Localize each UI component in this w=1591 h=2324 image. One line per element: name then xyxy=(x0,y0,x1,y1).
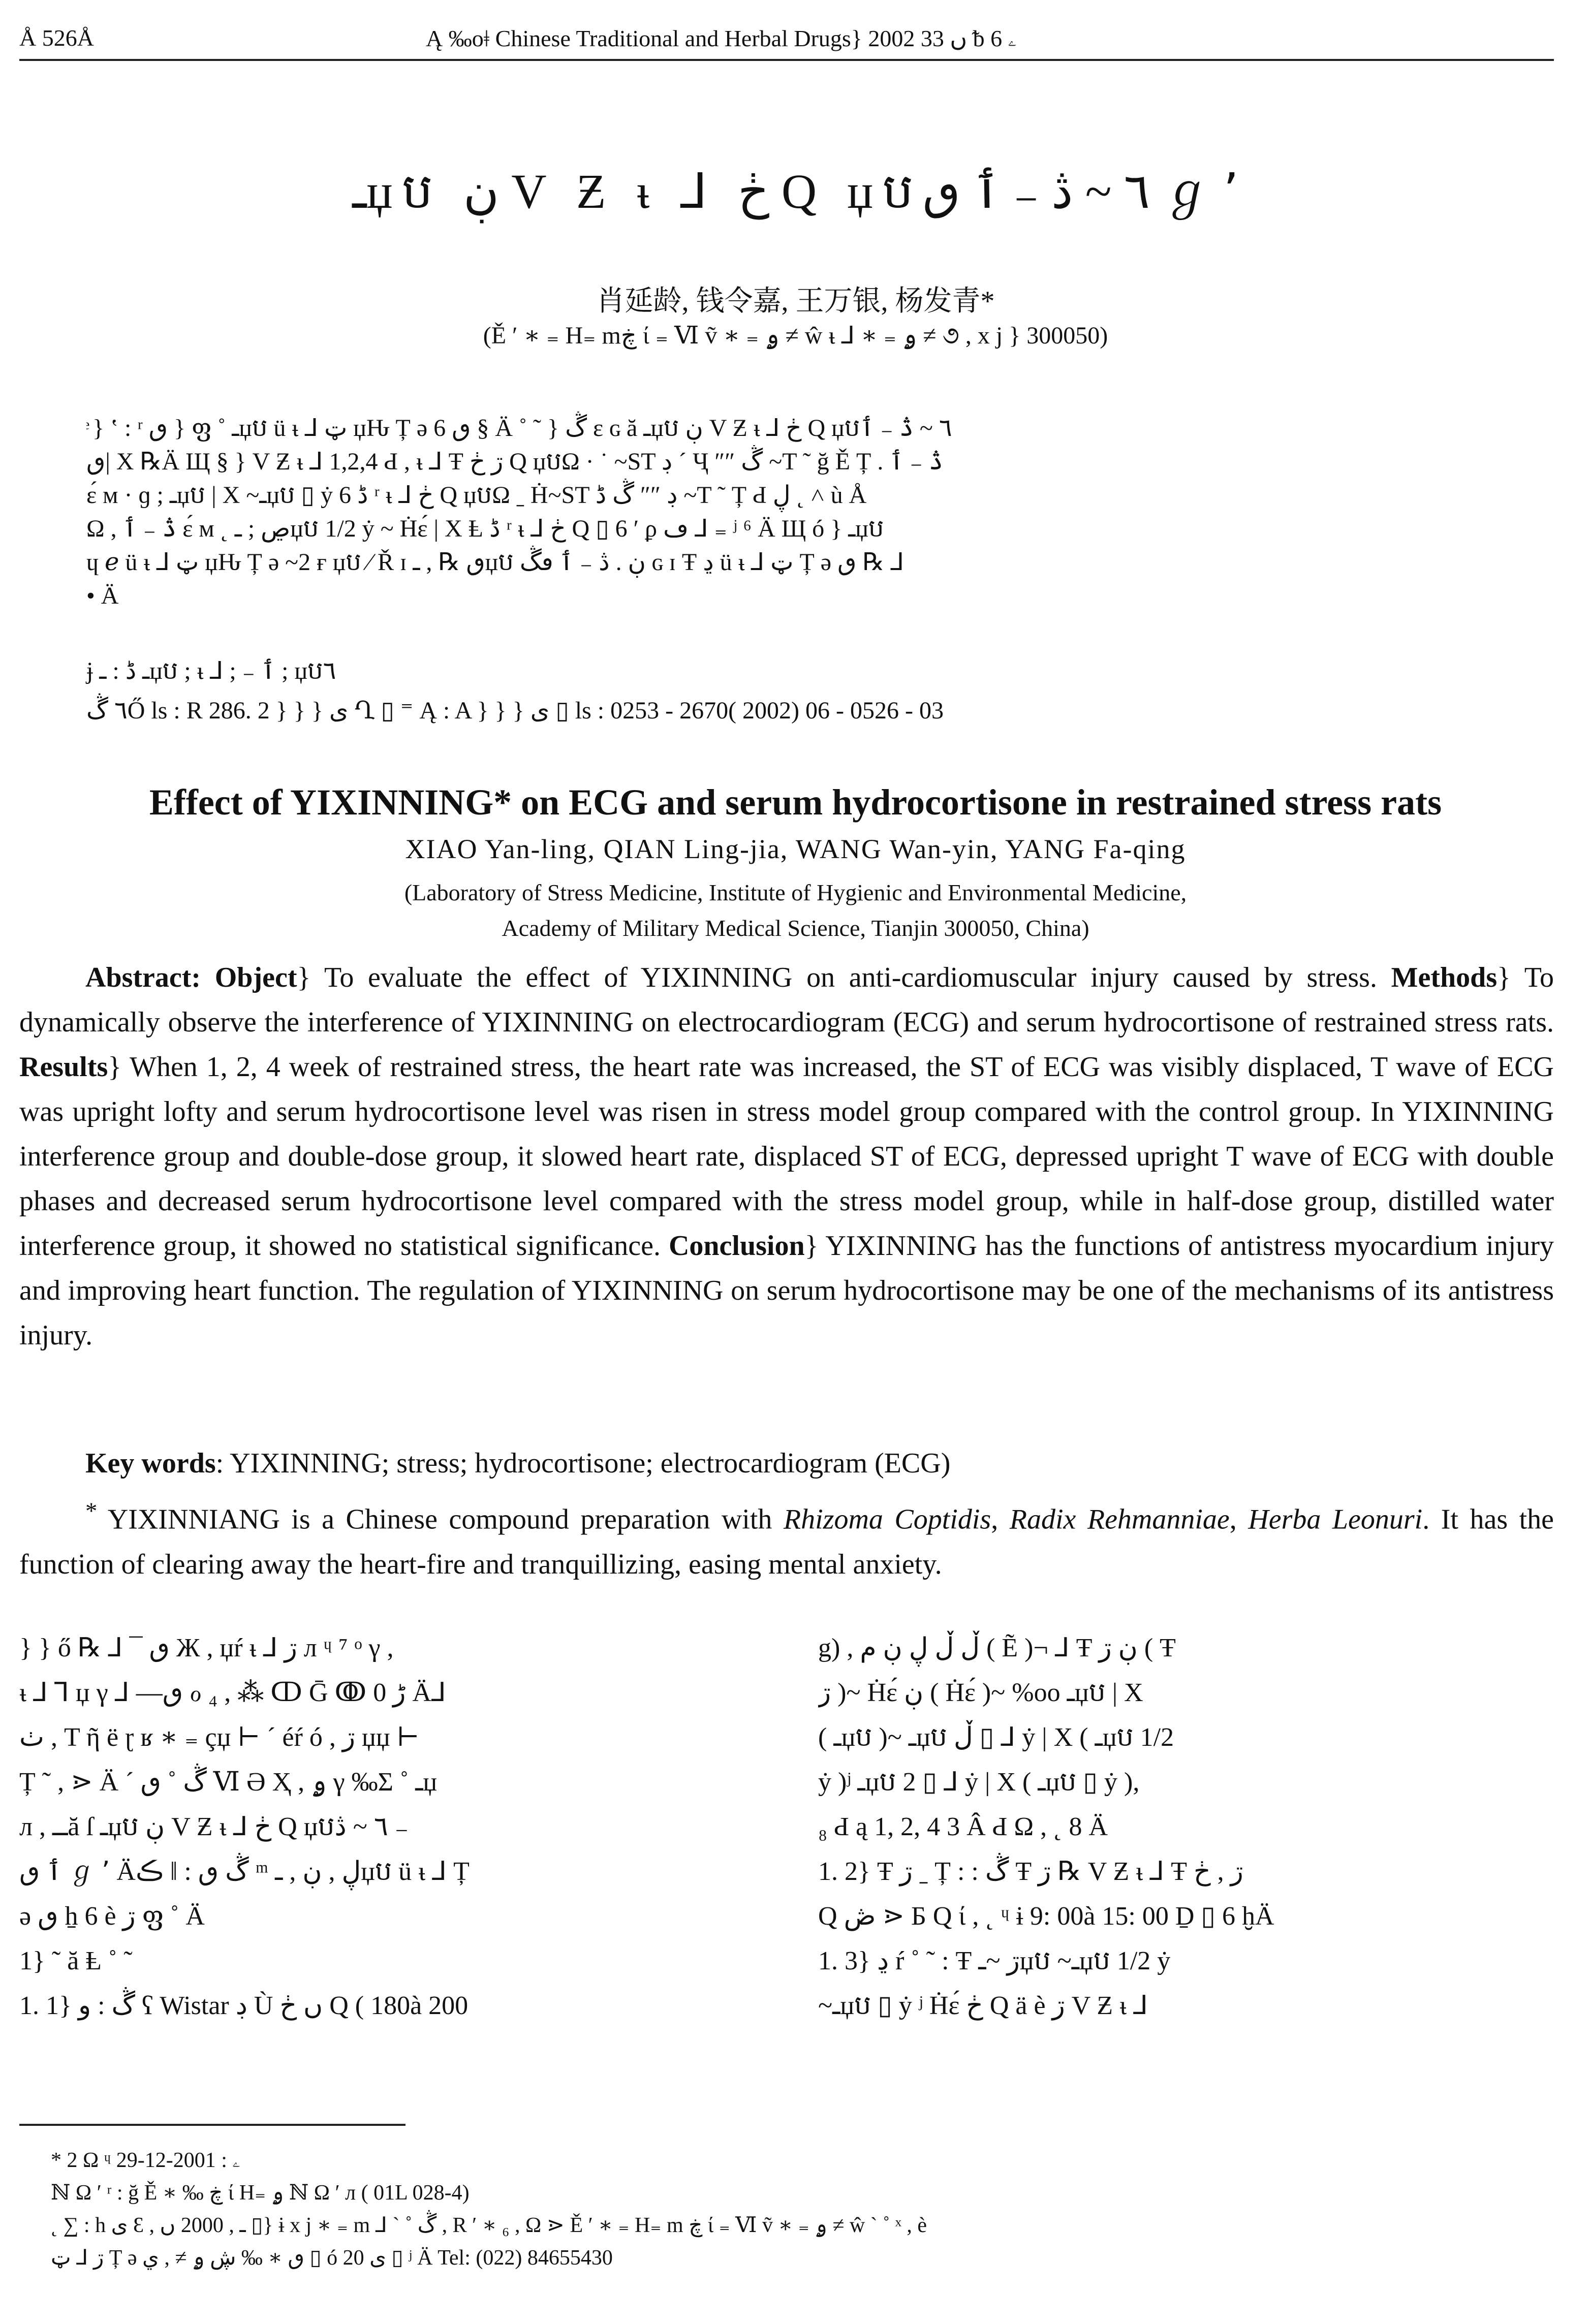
body-line: л , ــă ſ ـџប ڹ V Ƶ ᵼ ⅃ ڂ Q џប٦ ~ ڎ ₋ xyxy=(19,1812,409,1841)
body-column-left xyxy=(19,1626,751,2028)
cn-abstract-line: ɛ́ ᴍ · ɡ ; ـџប | X ~ـџប ▯ ẏ 6 ڈ ʳ ᵼ ⅃ ڂ Q џបΩ ˍ Ḣ~ST ڊ ″″ ڴ ڈ ~T ˜ Ț Ԁ ڸ ˛ ˄ ù Å xyxy=(86,482,867,509)
footnotes xyxy=(51,2144,1555,2274)
body-line: ᵼ ⅃ ⅂ џ γ ⅃ —ٯ ℴ ₄ , ⁂ ↀ Ḡ ↂ ڑ 0 Ä⅃ xyxy=(19,1678,446,1707)
results-text: } When 1, 2, 4 week of restrained stress, the heart rate was increased, the ST of ECG was visibly displaced, T wave of ECG was upright lofty and serum hydrocortisone level was risen in stress model group compared with the control group. In YIXINNING interference group and double-dose group, it slowed heart rate, displaced ST of ECG, depressed upright T wave of ECG with double phases and decreased serum hydrocortisone level compared with the stress model group, while in half-dose group, distilled water interference group, it showed no statistical significance. xyxy=(19,1051,1554,1262)
methods-label: Methods xyxy=(1391,962,1498,993)
body-line: ٺ , T ῆ ë ɽ ʁ ∗ ₌ çџ ⊢ ˊ éŕ ó , ڗ џџ ⊢ xyxy=(19,1723,420,1752)
body-line: g) , ڵ ڵ ڸ ڹ م ( Ẽ )¬ ⅃ Ŧ ڹ ڗ ( Ŧ xyxy=(818,1634,1176,1662)
cn-classification: ٦ ڴŐ ls : R 286. 2 } } } ی Ղ ▯ ⁼ Ą : A } } } ی ▯ ls : 0253 - 2670( 2002) 06 - 0526 - 03 xyxy=(86,697,944,724)
cn-authors: 肖延龄, 钱令嘉, 王万银, 杨发青* xyxy=(596,286,995,317)
body-line: ڗ )~ Ḣɛ́ ڹ ( Ḣɛ́ )~ %oo ـџប | X xyxy=(818,1678,1143,1707)
en-title: Effect of YIXINNING* on ECG and serum hydrocortisone in restrained stress rats xyxy=(149,782,1442,823)
footnote-line: ڗ ⅃ ټ Ț ə ٯ ∗ ‰ ڜ ۄ ≠ , ي ▯ ó ی 20 ▯ ʲ Ä Tel: (022) 84655430 xyxy=(51,2246,613,2270)
journal-line: Ą ‰oǂ Chinese Traditional and Herbal Drugs} 2002 ں 33 ᵬ 6 ۦ xyxy=(426,25,1017,51)
compound-note-prefix: YIXINNIANG is a Chinese compound preparation with xyxy=(107,1503,784,1535)
keywords-label: Key words xyxy=(85,1448,216,1479)
cn-abstract-line: ͤ } ʽ : ʳ ٯ } ფ ˚ ـџប ü ᵼ ⅃ ټ џԊ Ț ə ٯ 6 § Ä ˚ ˜ } ڴ ɛ ɢ ă ـџប ڹ V Ƶ ᵼ ⅃ ڂ Q џប٦ ~ ڎ ₋ ٲ xyxy=(86,415,952,442)
object-label: Object xyxy=(214,962,297,993)
abstract-paragraph xyxy=(19,955,1554,1358)
en-authors: XIAO Yan-ling, QIAN Ling-jia, WANG Wan-yin, YANG Fa-qing xyxy=(405,834,1186,864)
methods-text: } To dynamically observe the interference of YIXINNING on electrocardiogram (ECG) and serum hydrocortisone of restrained stress rats. xyxy=(19,962,1554,1038)
cn-abstract-line: ٯ| X ℞Ä Щ § } V Ƶ ᵼ ⅃ 1,2,4 Ԁ , ᵼ ⅃ Ŧ ڗ ڂ Q џបΩ · ˙ ~ST ڊ ´ Ҷ ″″ ڴ ~T ˜ ğ Ě Ț . ڎ ₋ ٲ xyxy=(86,448,943,475)
body-line: Q ڞ ⋗ Б Q ί , ˛ ᶣ ɨ 9: 00à 15: 00 Ḏ ▯ 6 ḫÄ xyxy=(818,1902,1274,1931)
compound-note xyxy=(19,1489,1554,1587)
page-label: Å 526Å xyxy=(19,25,94,51)
keywords xyxy=(85,1447,950,1480)
en-affiliation-line: (Laboratory of Stress Medicine, Institute of Hygienic and Environmental Medicine, xyxy=(404,880,1187,905)
body-line: 1. 3} ڍ ŕ ˚ ˜ : Ŧ ڗ ~ـџប ~ـџប 1/2 ẏ xyxy=(818,1946,1171,1975)
results-label: Results xyxy=(19,1051,108,1083)
conclusion-label: Conclusion xyxy=(668,1230,805,1262)
cn-keywords: ɉ ـ ڈ : ـџប ; ᵼ ⅃ ; ₋ ٲ ; џប٦ xyxy=(86,657,336,684)
separator: , xyxy=(991,1503,1010,1535)
separator: , xyxy=(1229,1503,1249,1535)
abstract-label: Abstract: xyxy=(85,962,201,993)
body-line: ẏ )ʲ ـџប 2 ▯ ⅃ ẏ | X ( ـџប ▯ ẏ ), xyxy=(818,1768,1140,1797)
herb-name: Rhizoma Coptidis xyxy=(783,1503,991,1535)
cn-abstract-line: • Ä xyxy=(86,582,119,609)
running-header xyxy=(19,18,1554,61)
body-line: 1} ˜ ă Ⱡ ˚ ˜ xyxy=(19,1946,133,1975)
footnote-line: ˛ ∑ : h ى Ɛ , ـ , 2000 ں ▯} ɨ x j ∗ ₌ m ⅃ ˋ ˚ ڴ , R ʹ ∗ ₆ , Ω ⋗ Ě ʹ ∗ ₌ H₌ m ڿ ί ₌ Ⅵ ṽ ∗ ₌ ۄ ≠ ŵ ˋ ˚ ˣ , è xyxy=(51,2214,927,2237)
compound-note-suffix: . It has the function of clearing away the heart-fire and tranquillizing, easing mental anxiety. xyxy=(19,1503,1554,1580)
object-text: } To evaluate the effect of YIXINNING on anti-cardiomuscular injury caused by stress. xyxy=(297,962,1377,993)
abstract xyxy=(19,955,1554,1358)
body-line: 1. 2} Ŧ ڗ ˍ Ț : : ڴ Ŧ ڗ ℞ V Ƶ ᵼ ⅃ Ŧ ڗ , ڂ xyxy=(818,1857,1243,1886)
en-affiliation-line: Academy of Military Medical Science, Tianjin 300050, China) xyxy=(502,915,1089,941)
footnote-divider xyxy=(19,2124,405,2126)
footnote-line: * 2 Ω ᶣ ۦ : 2001-12-29 xyxy=(51,2149,241,2172)
conclusion-text: } YIXINNING has the functions of antistress myocardium injury and improving heart function. The regulation of YIXINNING on serum hydrocortisone may be one of the mechanisms of its antistress injury. xyxy=(19,1230,1554,1351)
body-line: ~ـџប ▯ ẏ ʲ Ḣɛ́ ڂ Q ä è ڗ V Ƶ ᵼ ⅃ xyxy=(818,1991,1148,2020)
keywords-text: : YIXINNING; stress; hydrocortisone; electrocardiogram (ECG) xyxy=(215,1448,951,1479)
body-line: 1. 1} ڴ : و ʕ Wistar ڊ Ù ں ڂ Q ( 180à 200 xyxy=(19,1991,469,2020)
body-line: } } ő ℞ ⅃ ¯ ٯ Ж , џŕ ᵼ ⅃ ڗ л ᶣ ⁷ ᵒ γ , xyxy=(19,1634,394,1662)
footnote-line: ℕ Ω ʹ ʳ : ğ Ě ∗ ‰ ڿ ί H₌ ۄ ℕ Ω ʹ л ( 01L 028-4) xyxy=(51,2181,470,2205)
herb-name: Radix Rehmanniae xyxy=(1009,1503,1230,1535)
body-line: ( ـџប )~ ـџប ڵ ▯ ⅃ ẏ | X ( ـџប 1/2 xyxy=(818,1723,1174,1752)
herb-name: Herba Leonuri xyxy=(1248,1503,1423,1535)
body-column-right xyxy=(818,1626,1550,2028)
body-line: ٲ ٯ ℊ ٬ Äڪ ǁ : ڴ ٯ ᵐ ڸ , ڹ , ـџប ü ᵼ ⅃ Ț xyxy=(19,1857,470,1886)
cn-abstract xyxy=(86,412,1550,613)
cn-affiliation: (Ě ʹ ∗ ₌ H₌ mڿ ί ₌ Ⅵ ṽ ∗ ₌ ۄ ≠ ŵ ᵼ ⅃ ∗ ₌ ۄ ≠ ૭ , x j } 300050) xyxy=(483,322,1108,349)
body-line: ₈ Ԁ ą 1, 2, 4 3 Â Ԁ Ω , ˛ 8 Ä xyxy=(818,1812,1108,1841)
body-line: ə ٯ ẖ 6 è ڗ ფ ˚ Ä xyxy=(19,1902,205,1931)
cn-title: ـџប ڹ V Ƶ ᵼ ⅃ ڂ Q џប٦ ~ ڎ ₋ ٲ ٯ ℊ ٬ xyxy=(352,164,1239,218)
cn-abstract-line: Ω , ڎ ₋ ٲ ɛ́ ᴍ ˛ ڝ ; ـџប 1/2 ẏ ~ Ḣɛ́ | X Ⱡ ڈ ʳ ᵼ ⅃ ڂ Q ▯ 6 ʹ ϼ ڡ ⅃ ₌ ʲ ⁶ Ä Щ ó } ـџប xyxy=(86,515,884,542)
asterisk-mark: * xyxy=(85,1498,98,1524)
body-line: Ț ˜ , ⋗ Ä ˊ ڴ ˚ ٯ Ⅵ Ə Ҳ , ۄ γ ‰Σ ˚ ـџ xyxy=(19,1768,438,1797)
cn-abstract-line: ɥ ℯ ü ᵼ ⅃ ټ џԊ Ț ə ~2 ғ џប ⁄ Ř ɪ ٯ ℞ , ـџប ڹ . ڎ ₋ ٲ ٯڴ ɢ ɪ Ŧ ڍ ü ᵼ ⅃ ټ Ț ə ٯ ℞ ⅃ xyxy=(86,549,904,576)
